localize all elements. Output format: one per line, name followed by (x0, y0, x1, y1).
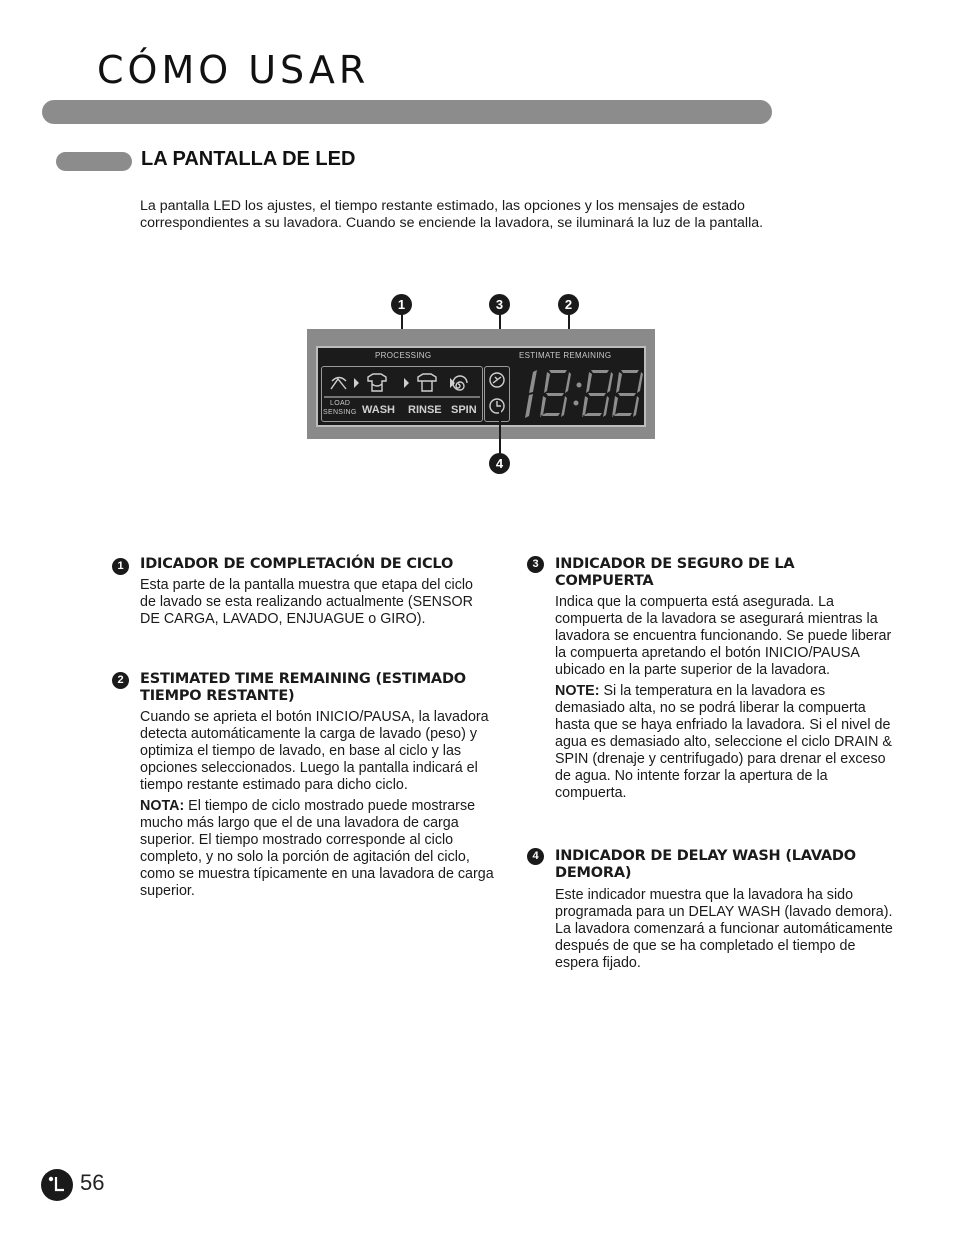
item-2-note-text: El tiempo de ciclo mostrado puede mostrarse mucho más largo que el de una lavadora de carga superior. El tiempo mostrado corresponde al ciclo completo, y no solo la porción de agitación del ciclo, como se muestra típicamente en una lavadora de carga superior. (140, 798, 494, 899)
callout-4: 4 (489, 453, 510, 474)
arrow-icon (354, 378, 359, 388)
item-1-body (140, 577, 485, 632)
item-3-note (555, 683, 895, 802)
item-3-number: 3 (527, 556, 544, 573)
load-sensing-icon (331, 378, 346, 390)
rinse-icon (418, 374, 436, 391)
callout-3: 3 (489, 294, 510, 315)
rinse-label: RINSE (408, 404, 442, 416)
time-digits (523, 368, 643, 420)
led-display-panel (307, 329, 655, 439)
item-2-title: ESTIMATED TIME REMAINING (ESTIMADO TIEMPO RESTANTE) (140, 671, 466, 704)
item-1-text: Esta parte de la pantalla muestra que etapa del ciclo de lavado se esta realizando actualmente (SENSOR DE CARGA, LAVADO, ENJUAGUE o GIRO). (140, 577, 474, 627)
section-pill (56, 152, 132, 171)
callout-4-leader (499, 408, 501, 454)
led-display (316, 346, 646, 427)
spin-icon (453, 376, 467, 390)
sensing-label: SENSING (323, 409, 357, 416)
item-2-body (140, 709, 498, 904)
item-2-number: 2 (112, 672, 129, 689)
item-3-title: INDICADOR DE SEGURO DE LA COMPUERTA (555, 556, 795, 589)
item-4-text: Este indicador muestra que la lavadora ha sido programada para un DELAY WASH (lavado demora). La lavadora comenzará a funcionar automáticamente después de que se ha completado el tiempo de espera fijado. (555, 887, 893, 971)
item-2-note-label: NOTA: (140, 798, 185, 814)
item-3-note-text: Si la temperatura en la lavadora es demasiado alta, no se podrá liberar la compuerta hasta que se haya enfriado la lavadora. Si el nivel de agua es demasiado alto, seleccione el ciclo DRAIN & SPIN (drenaje y centrifugado) para drenar el exceso de agua. No intente forzar la apertura de la compuerta. (555, 683, 892, 801)
title-bar (42, 100, 772, 124)
cycle-icons-box (321, 366, 483, 422)
item-4-body (555, 887, 895, 976)
callout-2: 2 (558, 294, 579, 315)
item-3-note-label: NOTE: (555, 683, 600, 699)
item-3-body (555, 594, 895, 806)
intro-paragraph: La pantalla LED los ajustes, el tiempo restante estimado, las opciones y los mensajes de estado correspondientes a su lavadora. Cuando se enciende la lavadora, se iluminará la luz de la pantalla. (140, 198, 764, 231)
item-1-number: 1 (112, 558, 129, 575)
page-title: CÓMO USAR (97, 48, 370, 92)
arrow-icon (404, 378, 409, 388)
load-label: LOAD (330, 400, 351, 407)
callout-1: 1 (391, 294, 412, 315)
section-title: LA PANTALLA DE LED (141, 148, 356, 170)
wash-label: WASH (362, 404, 395, 416)
lg-logo (40, 1168, 74, 1207)
estimate-remaining-label: ESTIMATE REMAINING (519, 351, 612, 360)
item-4-title: INDICADOR DE DELAY WASH (LAVADO DEMORA) (555, 848, 856, 881)
item-3-text: Indica que la compuerta está asegurada. La compuerta de la lavadora se asegurará mientras la lavadora se encuentra funcionando. Se puede liberar la compuerta apretando el botón INICIO/PAUSA ubicado en la parte superior de la lavadora. (555, 594, 892, 678)
item-1-title: IDICADOR DE COMPLETACIÓN DE CICLO (140, 556, 454, 572)
item-2-note (140, 798, 498, 900)
page-number: 56 (80, 1170, 105, 1195)
processing-label: PROCESSING (375, 351, 432, 360)
spin-label: SPIN (451, 404, 477, 416)
item-2-text: Cuando se aprieta el botón INICIO/PAUSA, la lavadora detecta automáticamente la carga de lavado (peso) y optimiza el tiempo de lavado, en base al ciclo y las opciones seleccionados. Luego la pantalla indicará el tiempo restante estimado para dicho ciclo. (140, 709, 489, 793)
item-4-number: 4 (527, 848, 544, 865)
lock-clock-box (484, 366, 510, 422)
wash-icon (368, 374, 386, 391)
